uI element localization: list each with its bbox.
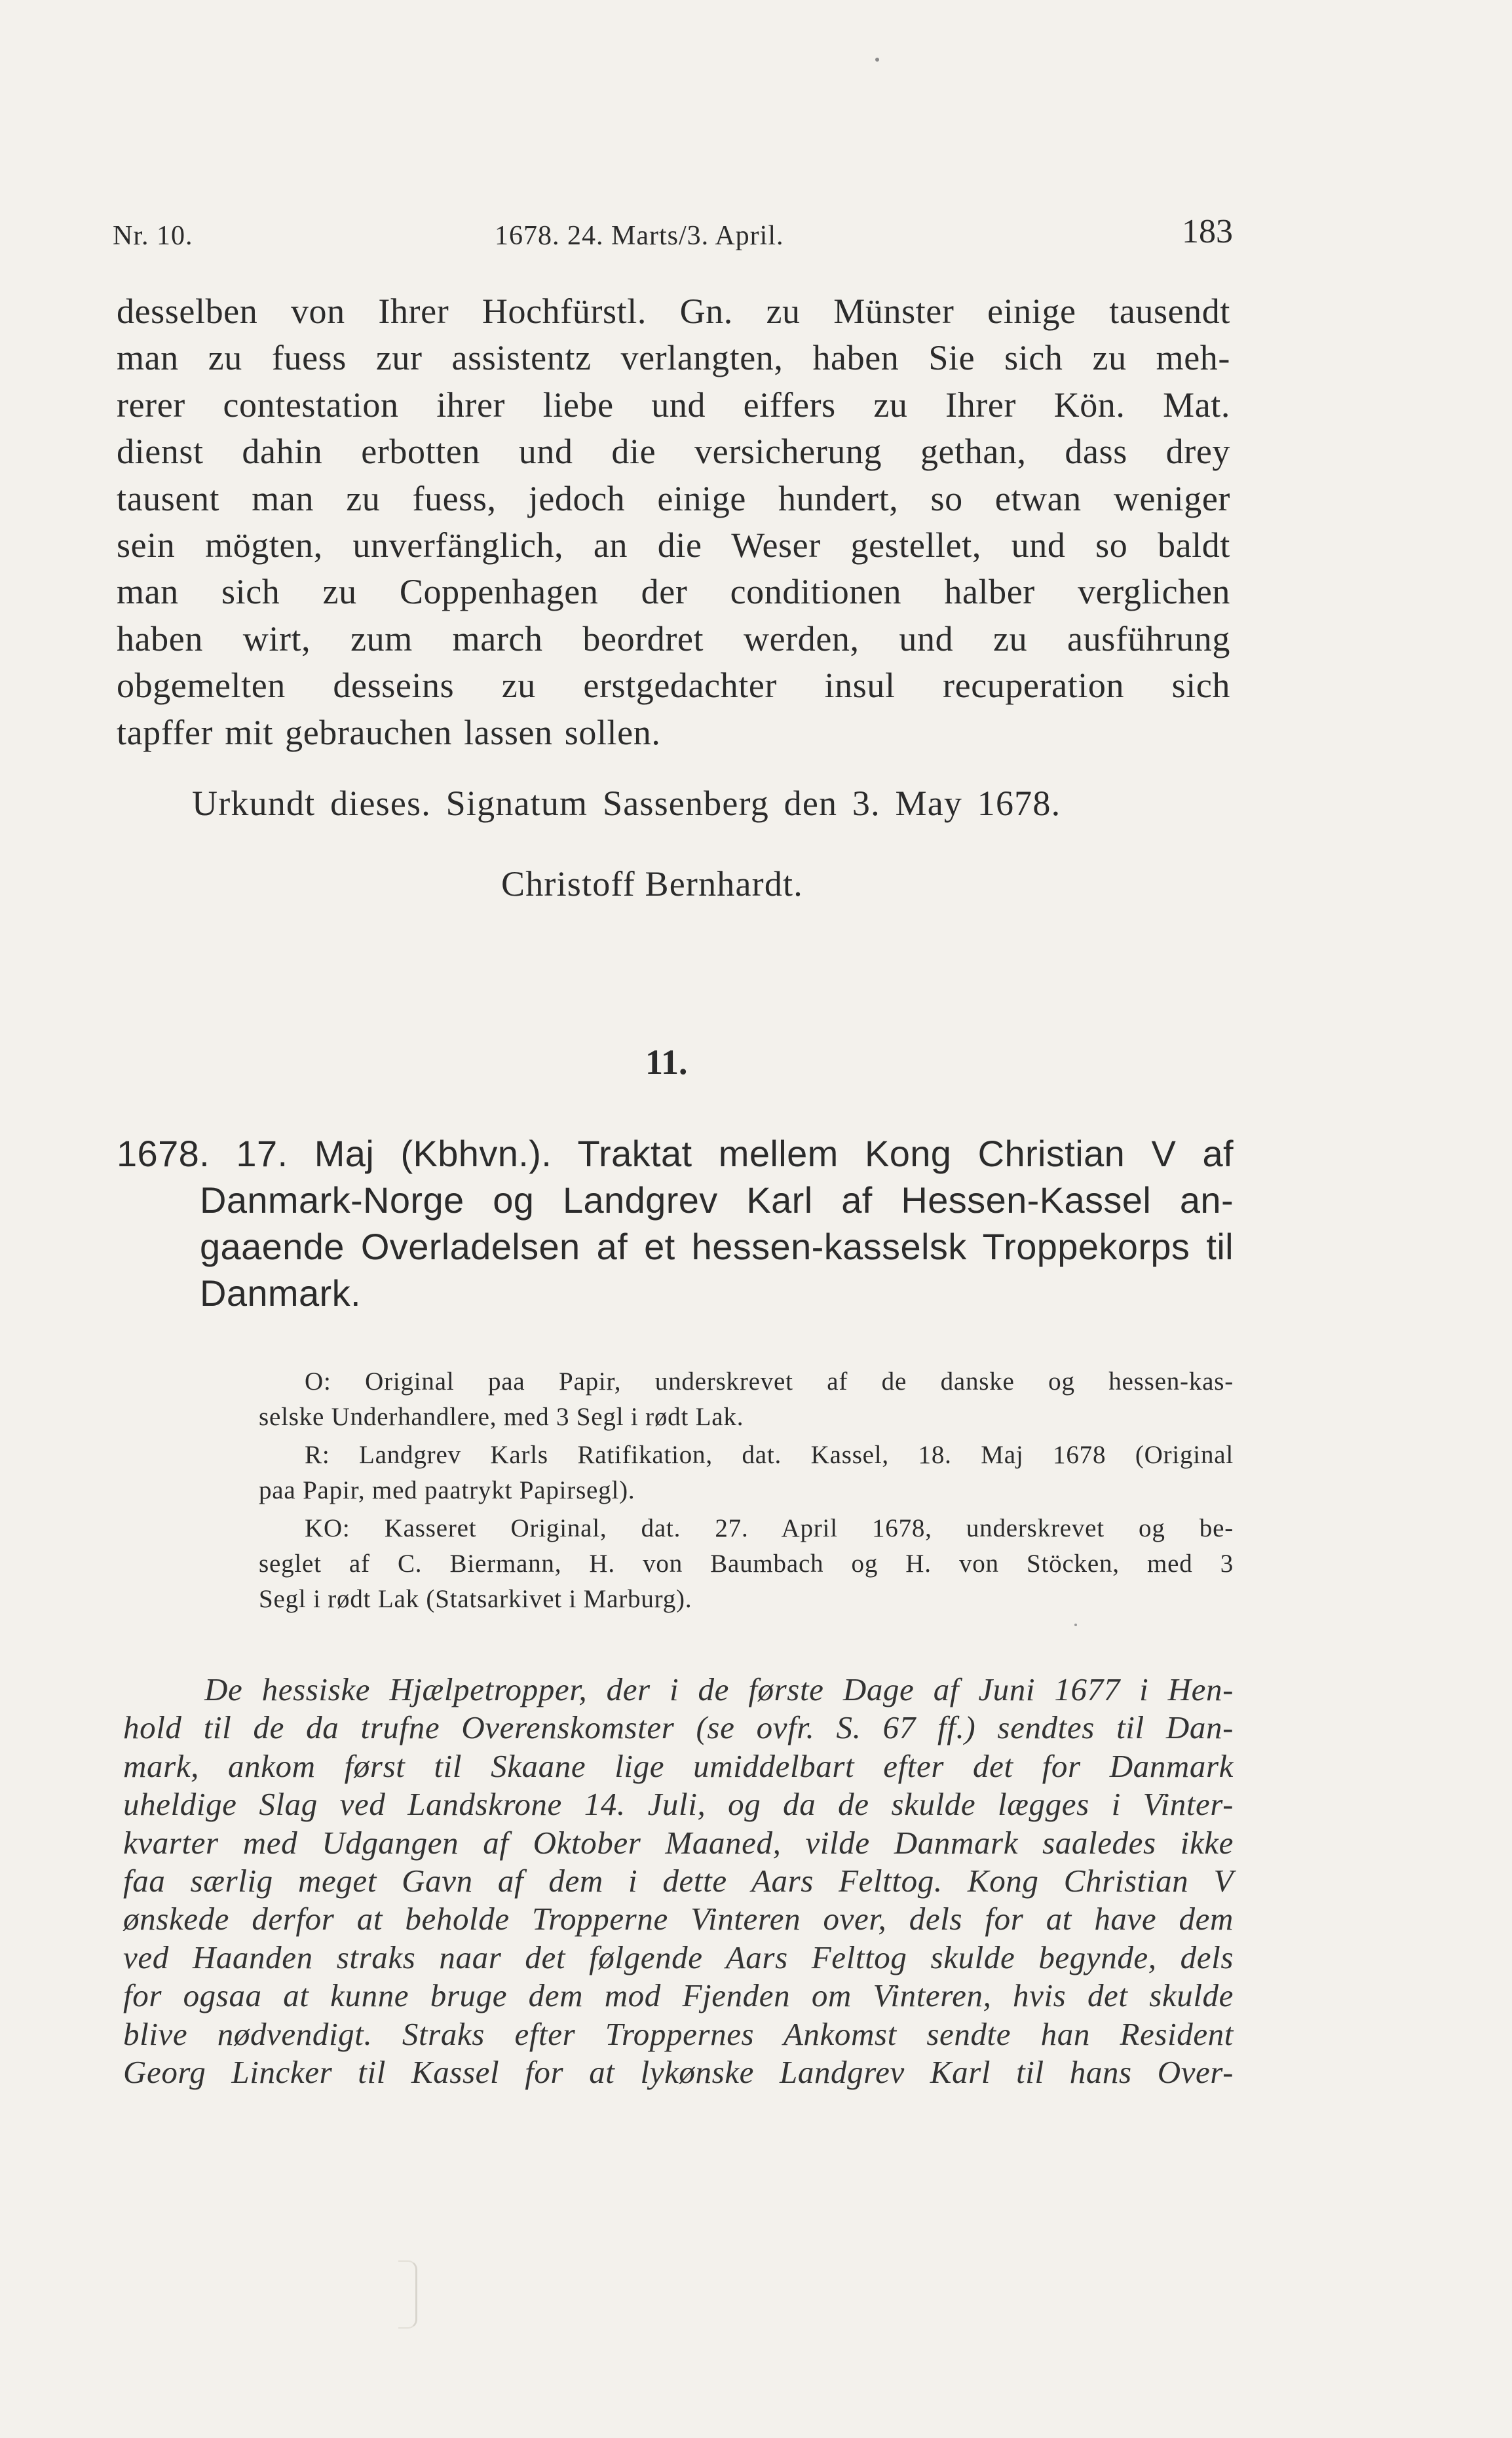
text-line: man zu fuess zur assistentz verlangten, haben Sie sich zu meh- bbox=[117, 338, 1230, 378]
heading-line: 1678. 17. Maj (Kbhvn.). Traktat mellem Kong Christian V af bbox=[117, 1133, 1234, 1174]
text-line: man sich zu Coppenhagen der conditionen halber verglichen bbox=[117, 572, 1230, 612]
source-line: selske Underhandlere, med 3 Segl i rødt Lak. bbox=[259, 1403, 744, 1431]
intro-line: Georg Lincker til Kassel for at lykønske Landgrev Karl til hans Over- bbox=[123, 2053, 1234, 2090]
intro-line: mark, ankom først til Skaane lige umiddelbart efter det for Danmark bbox=[123, 1747, 1234, 1784]
source-line: seglet af C. Biermann, H. von Baumbach og H. von Stöcken, med 3 bbox=[259, 1550, 1234, 1578]
intro-line: ønskede derfor at beholde Tropperne Vinteren over, dels for at have dem bbox=[123, 1901, 1234, 1937]
text-line: tapffer mit gebrauchen lassen sollen. bbox=[117, 712, 661, 752]
running-header bbox=[113, 213, 1233, 256]
page-edge-shadow bbox=[398, 2260, 417, 2329]
heading-line: gaaende Overladelsen af et hessen-kasselsk Troppekorps til bbox=[200, 1226, 1234, 1267]
document-heading bbox=[117, 1130, 1234, 1316]
text-line: rerer contestation ihrer liebe und eiffers zu Ihrer Kön. Mat. bbox=[117, 385, 1230, 425]
print-speck bbox=[1074, 1624, 1077, 1626]
text-line: sein mögten, unverfänglich, an die Weser gestellet, und so baldt bbox=[117, 525, 1230, 565]
heading-line: Danmark-Norge og Landgrev Karl af Hessen-Kassel an- bbox=[200, 1179, 1234, 1221]
page-number: 183 bbox=[1182, 213, 1233, 250]
text-line: desselben von Ihrer Hochfürstl. Gn. zu Münster einige tausendt bbox=[117, 292, 1230, 331]
source-note-cancelled-original bbox=[259, 1511, 1234, 1617]
source-note-original bbox=[259, 1364, 1234, 1435]
document-section-number: 11. bbox=[645, 1042, 688, 1082]
heading-line: Danmark. bbox=[200, 1272, 361, 1314]
intro-line: faa særlig meget Gavn af dem i dette Aars Felttog. Kong Christian V bbox=[123, 1862, 1234, 1899]
text-line: tausent man zu fuess, jedoch einige hundert, so etwan weniger bbox=[117, 478, 1230, 518]
intro-line: kvarter med Udgangen af Oktober Maaned, vilde Danmark saaledes ikke bbox=[123, 1824, 1234, 1861]
header-date: 1678. 24. Marts/3. April. bbox=[495, 221, 784, 251]
signature-name: Christoff Bernhardt. bbox=[501, 864, 803, 904]
document-number-header: Nr. 10. bbox=[113, 221, 193, 251]
closing-formula: Urkundt dieses. Signatum Sassenberg den 3. May 1678. bbox=[192, 784, 1061, 823]
intro-line: hold til de da trufne Overenskomster (se ovfr. S. 67 ff.) sendtes til Dan- bbox=[123, 1709, 1234, 1746]
source-line: Segl i rødt Lak (Statsarkivet i Marburg). bbox=[259, 1585, 692, 1613]
intro-line: uheldige Slag ved Landskrone 14. Juli, og da de skulde lægges i Vinter- bbox=[123, 1786, 1234, 1823]
source-line: O: Original paa Papir, underskrevet af de danske og hessen-kas- bbox=[305, 1367, 1234, 1396]
editorial-introduction bbox=[123, 1671, 1234, 2091]
source-line: paa Papir, med paatrykt Papirsegl). bbox=[259, 1476, 635, 1504]
intro-line: ved Haanden straks naar det følgende Aars Felttog skulde begynde, dels bbox=[123, 1939, 1234, 1975]
text-line: dienst dahin erbotten und die versicherung gethan, dass drey bbox=[117, 432, 1230, 472]
source-notes bbox=[259, 1364, 1234, 1620]
source-line: R: Landgrev Karls Ratifikation, dat. Kassel, 18. Maj 1678 (Original bbox=[305, 1441, 1234, 1469]
intro-line: for ogsaa at kunne bruge dem mod Fjenden om Vinteren, hvis det skulde bbox=[123, 1977, 1234, 2014]
intro-line: De hessiske Hjælpetropper, der i de første Dage af Juni 1677 i Hen- bbox=[204, 1671, 1234, 1707]
intro-line: blive nødvendigt. Straks efter Troppernes Ankomst sendte han Resident bbox=[123, 2015, 1234, 2052]
source-line: KO: Kasseret Original, dat. 27. April 1678, underskrevet og be- bbox=[305, 1514, 1234, 1542]
text-line: obgemelten desseins zu erstgedachter insul recuperation sich bbox=[117, 666, 1230, 706]
print-speck bbox=[875, 58, 879, 62]
letter-body-text bbox=[117, 288, 1230, 756]
text-line: haben wirt, zum march beordret werden, und zu ausführung bbox=[117, 619, 1230, 658]
source-note-ratification bbox=[259, 1438, 1234, 1508]
